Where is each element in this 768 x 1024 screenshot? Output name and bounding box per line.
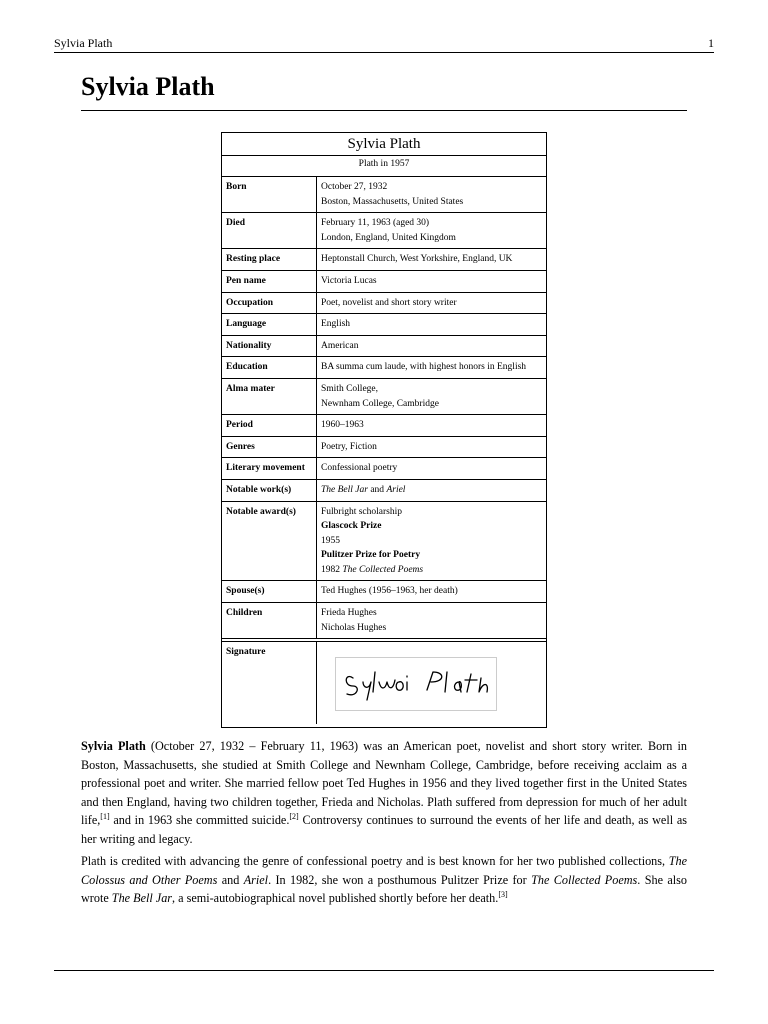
genres-value: Poetry, Fiction [321, 441, 377, 452]
signature-image [335, 657, 497, 711]
row-value [317, 271, 546, 292]
row-label: Genres [222, 437, 317, 458]
italic-title: The Collected Poems [531, 872, 638, 887]
infobox-row-born [222, 177, 546, 213]
resting-place-value: Heptonstall Church, West Yorkshire, England, UK [321, 254, 513, 265]
education-value: BA summa cum laude, with highest honors in English [321, 362, 527, 373]
title-divider [81, 110, 687, 111]
infobox-row-period [222, 415, 546, 437]
footer-divider [54, 970, 714, 971]
text-run: Controversy continues to surround the events of her life and death, as well as her writing and legacy. [81, 813, 687, 846]
row-label: Born [222, 177, 317, 212]
text-run: and [217, 872, 244, 887]
row-value [317, 379, 546, 414]
signature-graphic [341, 664, 491, 704]
row-value [317, 213, 546, 248]
footnote-ref[interactable]: [2] [289, 811, 299, 821]
infobox-caption: Plath in 1957 [222, 156, 546, 177]
running-title: Sylvia Plath [54, 36, 113, 50]
conjunction: and [370, 484, 385, 495]
text-run: and in 1963 she committed suicide. [109, 813, 290, 827]
text-run: . She also wrote [81, 872, 687, 905]
infobox-row-notable-works [222, 480, 546, 502]
infobox-row-resting-place [222, 249, 546, 271]
child-name: Nicholas Hughes [321, 622, 387, 633]
award-year: 1982 [321, 564, 340, 575]
row-value [317, 357, 546, 378]
infobox-row-literary-movement [222, 458, 546, 480]
row-value [317, 249, 546, 270]
occupation-value: Poet, novelist and short story writer [321, 297, 457, 308]
row-label: Literary movement [222, 458, 317, 479]
italic-title: The Bell Jar [111, 891, 173, 905]
footnote-ref[interactable]: [1] [100, 811, 110, 821]
row-label: Period [222, 415, 317, 436]
row-label: Notable work(s) [222, 480, 317, 501]
row-label: Occupation [222, 293, 317, 314]
infobox-row-died [222, 213, 546, 249]
row-value [317, 314, 546, 335]
infobox-row-alma-mater [222, 379, 546, 415]
italic-title: The Colossus and Other Poems [81, 854, 687, 887]
died-date: February 11, 1963 (aged 30) [321, 218, 430, 229]
infobox-row-genres [222, 437, 546, 459]
text-run: (October 27, 1932 – February 11, 1963) was an American poet, novelist and short story writer. Born in Boston, Massachusetts, she studied at Smith College and Newnham College, Cambridge, before receiving acclaim as a professional poet and writer. She married fellow poet Ted Hughes in 1956 and they lived together first in the United States and then England, having two children together, Frieda and Nicholas. Plath suffered from depression for much of her adult life, [81, 739, 688, 827]
row-value [317, 642, 546, 724]
row-value [317, 293, 546, 314]
spouse-value: Ted Hughes (1956–1963, her death) [321, 586, 458, 597]
child-name: Frieda Hughes [321, 608, 377, 619]
row-value [317, 177, 546, 212]
alma-mater-line: Newnham College, Cambridge [321, 398, 439, 409]
row-label: Pen name [222, 271, 317, 292]
row-value [317, 437, 546, 458]
text-run: , a semi-autobiographical novel published shortly before her death. [172, 891, 499, 905]
alma-mater-line: Smith College, [321, 383, 378, 394]
movement-value: Confessional poetry [321, 463, 398, 474]
infobox-title: Sylvia Plath [222, 133, 546, 156]
infobox-row-notable-awards [222, 502, 546, 582]
pen-name-value: Victoria Lucas [321, 275, 377, 286]
row-value [317, 603, 546, 638]
notable-works-value [321, 483, 542, 498]
nationality-value: American [321, 340, 359, 351]
row-value [317, 458, 546, 479]
row-label: Signature [222, 642, 317, 724]
infobox-row-children [222, 603, 546, 639]
work-title: Ariel [386, 484, 406, 495]
paragraph [81, 852, 687, 908]
row-value [317, 415, 546, 436]
award-line: 1955 [321, 535, 340, 546]
running-header [54, 36, 714, 53]
born-place: Boston, Massachusetts, United States [321, 196, 464, 207]
row-label: Died [222, 213, 317, 248]
article-body [81, 737, 687, 912]
italic-title: Ariel [243, 872, 269, 887]
row-value [317, 480, 546, 501]
row-label: Alma mater [222, 379, 317, 414]
row-value [317, 502, 546, 581]
infobox-row-pen-name [222, 271, 546, 293]
infobox-row-nationality [222, 336, 546, 358]
infobox-row-occupation [222, 293, 546, 315]
infobox [221, 132, 547, 728]
row-label: Nationality [222, 336, 317, 357]
work-title: The Bell Jar [321, 484, 368, 495]
page-number: 1 [708, 36, 714, 50]
row-label: Resting place [222, 249, 317, 270]
row-value [317, 336, 546, 357]
died-place: London, England, United Kingdom [321, 232, 456, 243]
text-run: Plath is credited with advancing the genre of confessional poetry and is best known for her two published collections, [81, 854, 669, 868]
subject-name: Sylvia Plath [81, 739, 146, 753]
award-work: The Collected Poems [342, 564, 424, 575]
born-date: October 27, 1932 [321, 182, 388, 192]
footnote-ref[interactable]: [3] [498, 889, 508, 899]
infobox-row-spouse [222, 581, 546, 603]
row-label: Language [222, 314, 317, 335]
award-line [321, 563, 542, 578]
row-label: Children [222, 603, 317, 638]
infobox-row-signature [222, 641, 546, 724]
row-value [317, 581, 546, 602]
language-value: English [321, 319, 351, 330]
period-value: 1960–1963 [321, 420, 364, 431]
award-line: Pulitzer Prize for Poetry [321, 550, 421, 561]
award-line: Glascock Prize [321, 521, 382, 532]
row-label: Spouse(s) [222, 581, 317, 602]
text-run: . In 1982, she won a posthumous Pulitzer Prize for [268, 872, 532, 887]
infobox-row-language [222, 314, 546, 336]
paragraph [81, 737, 687, 848]
page-title: Sylvia Plath [81, 72, 215, 101]
row-label: Notable award(s) [222, 502, 317, 581]
award-line: Fulbright scholarship [321, 506, 403, 517]
infobox-row-education [222, 357, 546, 379]
row-label: Education [222, 357, 317, 378]
